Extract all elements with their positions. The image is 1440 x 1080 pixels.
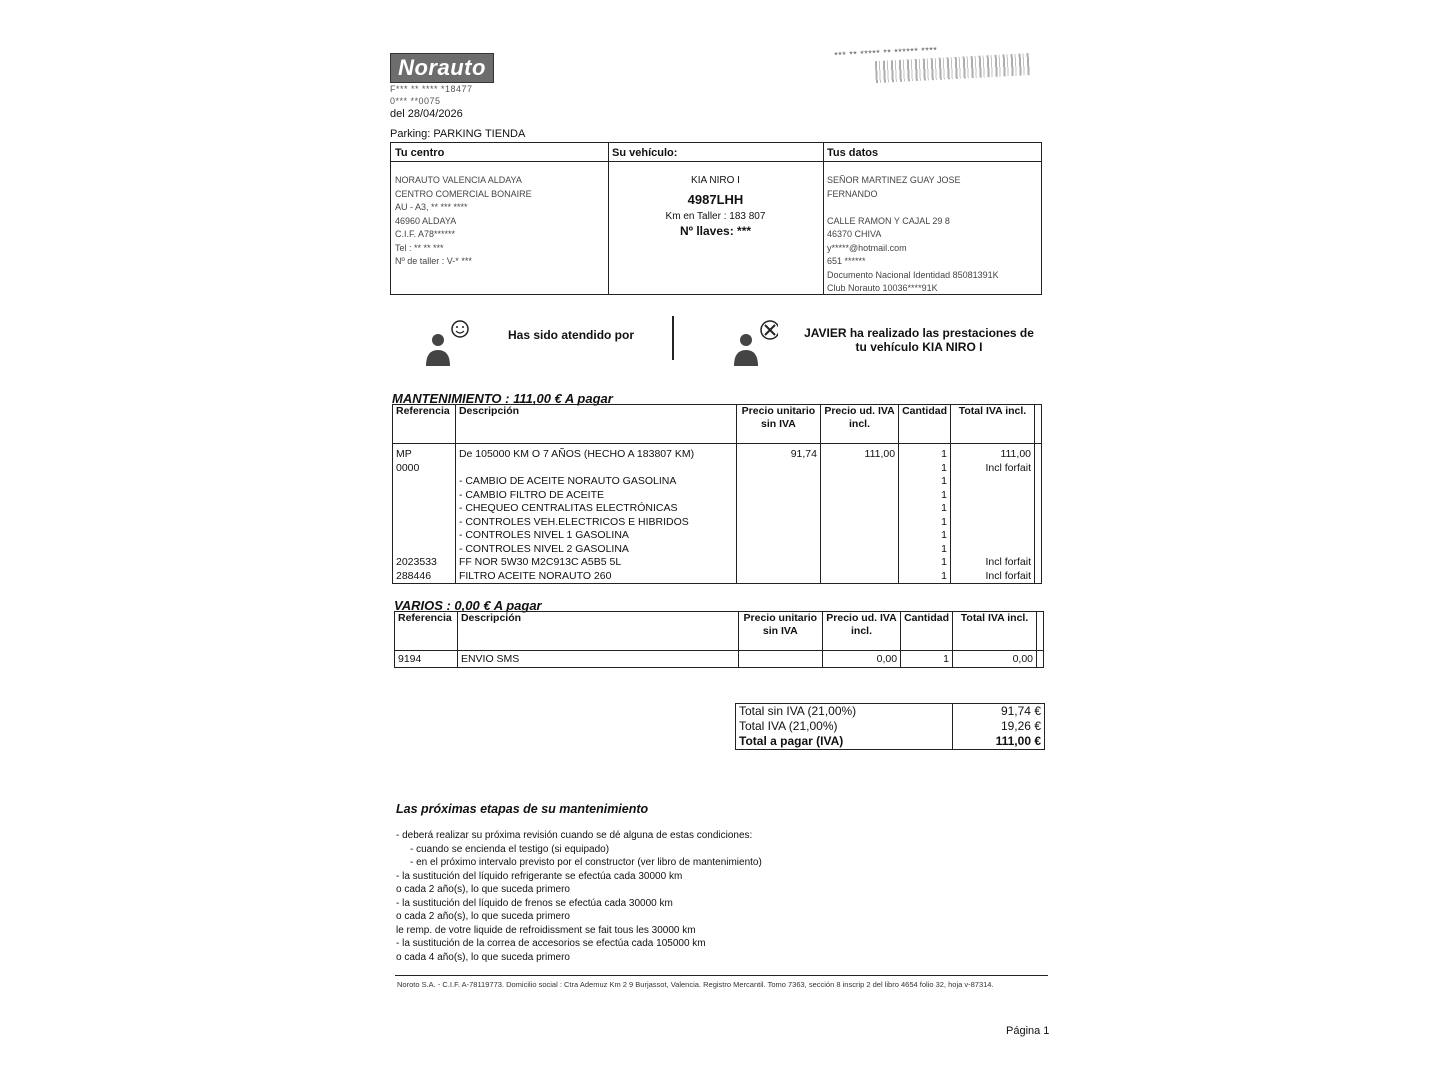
table-row	[395, 651, 1044, 668]
cell-pi: 0,00	[822, 651, 900, 668]
cell-total	[951, 529, 1035, 543]
barcode-stamp	[834, 39, 1036, 89]
cell-ref: 288446	[393, 570, 456, 584]
centro-line: AU - A3, ** *** ****	[395, 202, 468, 212]
column-header: Cantidad	[901, 612, 953, 651]
cell-total	[951, 543, 1035, 557]
cell-blank	[1035, 475, 1042, 489]
cell-pi	[820, 570, 898, 584]
datos-line: Documento Nacional Identidad 85081391K	[827, 269, 999, 280]
mechanic-statement	[790, 326, 1048, 354]
footer-divider	[395, 975, 1048, 976]
info-box	[390, 142, 1042, 295]
table-row	[393, 475, 1042, 489]
totals-table	[735, 703, 1045, 750]
total-row	[736, 719, 1045, 734]
column-header: Precio ud. IVA incl.	[822, 612, 900, 651]
column-header: Referencia	[395, 612, 458, 651]
table-row	[393, 489, 1042, 503]
total-value: 19,26 €	[953, 719, 1045, 734]
cell-pu	[736, 475, 820, 489]
cell-qty: 1	[899, 516, 951, 530]
mechanic-tools-icon	[728, 318, 778, 368]
next-steps-list	[396, 829, 762, 964]
cell-desc: - CONTROLES NIVEL 2 GASOLINA	[455, 543, 736, 557]
cell-ref	[393, 516, 456, 530]
advisor-smile-icon	[420, 318, 470, 368]
stamp-text: *** ** ***** ** ****** ****	[834, 44, 938, 61]
cell-pi	[820, 462, 898, 476]
centro-line: NORAUTO VALENCIA ALDAYA	[395, 175, 522, 185]
next-step-item: - cuando se encienda el testigo (si equipado)	[410, 843, 610, 855]
cell-qty: 1	[901, 651, 953, 668]
cell-qty: 1	[899, 543, 951, 557]
column-header: Total IVA incl.	[951, 405, 1035, 444]
next-step-item: o cada 2 año(s), lo que suceda primero	[396, 911, 570, 922]
cell-qty: 1	[899, 475, 951, 489]
datos-line	[823, 201, 1041, 215]
centro-column	[391, 143, 609, 294]
centro-line: Tel : ** ** ***	[395, 242, 444, 253]
next-step-item: - deberá realizar su próxima revisión cuando se dé alguna de estas condiciones:	[396, 830, 753, 841]
cell-pu	[736, 489, 820, 503]
cell-blank	[1037, 651, 1044, 668]
centro-line: CENTRO COMERCIAL BONAIRE	[395, 188, 532, 199]
document-date: del 28/04/2026	[390, 108, 463, 120]
datos-line: FERNANDO	[827, 188, 878, 199]
datos-line: Club Norauto 10036****91K	[827, 283, 938, 293]
column-header: Total IVA incl.	[953, 612, 1037, 651]
centro-line: 46960 ALDAYA	[395, 215, 457, 226]
cell-pi	[820, 516, 898, 530]
cell-qty: 1	[899, 489, 951, 503]
cell-pu	[736, 543, 820, 557]
cell-desc: - CAMBIO DE ACEITE NORAUTO GASOLINA	[455, 475, 736, 489]
attended-separator	[672, 316, 674, 360]
cell-desc: - CONTROLES VEH.ELECTRICOS E HIBRIDOS	[455, 516, 736, 530]
cell-total	[951, 502, 1035, 516]
cell-pu	[736, 502, 820, 516]
centro-line: C.I.F. A78******	[395, 229, 456, 239]
cell-pi	[820, 556, 898, 570]
table-row	[393, 570, 1042, 584]
column-header-blank	[1037, 612, 1044, 651]
mantenimiento-table	[392, 404, 1042, 584]
cell-desc: FF NOR 5W30 M2C913C A5B5 5L	[455, 556, 736, 570]
vehicle-model: KIA NIRO I	[691, 175, 740, 186]
table-row	[393, 529, 1042, 543]
next-step-item: o cada 4 año(s), lo que suceda primero	[396, 951, 570, 963]
table-row	[393, 556, 1042, 570]
cell-pu	[736, 570, 820, 584]
mechanic-statement-line1: JAVIER ha realizado las prestaciones de	[804, 326, 1034, 340]
datos-line: 651 ******	[827, 256, 866, 266]
cell-desc: FILTRO ACEITE NORAUTO 260	[455, 570, 736, 584]
next-step-item: - en el próximo intervalo previsto por el constructor (ver libro de mantenimiento)	[410, 857, 762, 868]
total-row	[736, 734, 1045, 750]
cell-pi: 111,00	[820, 444, 898, 462]
table-row	[393, 502, 1042, 516]
cell-qty: 1	[899, 502, 951, 516]
vehicle-km: Km en Taller : 183 807	[665, 211, 766, 222]
cell-ref	[393, 543, 456, 557]
cell-blank	[1035, 462, 1042, 476]
total-label: Total IVA (21,00%)	[739, 719, 838, 733]
document-number: F*** ** **** *18477	[390, 84, 473, 94]
cell-ref: 2023533	[393, 556, 456, 570]
cell-blank	[1035, 543, 1042, 557]
cell-ref	[393, 502, 456, 516]
cell-desc: - CHEQUEO CENTRALITAS ELECTRÓNICAS	[455, 502, 736, 516]
datos-line: CALLE RAMON Y CAJAL 29 8	[827, 215, 950, 226]
table-row	[393, 462, 1042, 476]
parking-info: Parking: PARKING TIENDA	[390, 128, 526, 140]
table-row	[393, 543, 1042, 557]
cell-total	[951, 475, 1035, 489]
cell-pi	[820, 502, 898, 516]
cell-qty: 1	[899, 556, 951, 570]
column-header: Precio unitario sin IVA	[738, 612, 822, 651]
datos-line: 46370 CHIVA	[827, 229, 882, 239]
cell-total	[951, 489, 1035, 503]
cell-desc: ENVIO SMS	[457, 651, 738, 668]
vehiculo-heading: Su vehículo:	[608, 143, 823, 162]
next-step-item: - la sustitución del líquido de frenos se efectúa cada 30000 km	[396, 897, 673, 909]
cell-blank	[1035, 529, 1042, 543]
cell-qty: 1	[899, 529, 951, 543]
cell-pu	[736, 516, 820, 530]
column-header-blank	[1035, 405, 1042, 444]
cell-total: 0,00	[953, 651, 1037, 668]
vehicle-keys: Nº llaves: ***	[679, 224, 752, 238]
cell-ref	[393, 529, 456, 543]
cell-desc: - CONTROLES NIVEL 1 GASOLINA	[455, 529, 736, 543]
cell-desc: - CAMBIO FILTRO DE ACEITE	[455, 489, 736, 503]
cell-total	[951, 516, 1035, 530]
attended-by-label: Has sido atendido por	[508, 328, 635, 342]
cell-qty: 1	[899, 462, 951, 476]
next-step-item: o cada 2 año(s), lo que suceda primero	[396, 884, 570, 895]
cell-pu	[736, 462, 820, 476]
cell-pu	[738, 651, 822, 668]
cell-ref	[393, 489, 456, 503]
cell-desc	[455, 462, 736, 476]
legal-footer: Noroto S.A. - C.I.F. A-78119773. Domicilio social : Ctra Ademuz Km 2 9 Burjassot, Valencia. Registro Mercantil. Tomo 7363, sección 8 inscrip 2 del libro 4654 folio 32, hoja v-87314.	[397, 980, 994, 989]
vehicle-plate: 4987LHH	[687, 192, 744, 207]
cell-blank	[1035, 444, 1042, 462]
total-label: Total a pagar (IVA)	[739, 734, 844, 748]
mantenimiento-title: MANTENIMIENTO : 111,00 € A pagar	[392, 391, 613, 406]
document-code: 0*** **0075	[390, 96, 441, 106]
next-step-item: - la sustitución de la correa de accesorios se efectúa cada 105000 km	[396, 938, 706, 949]
column-header: Cantidad	[899, 405, 951, 444]
datos-line: SEÑOR MARTINEZ GUAY JOSE	[827, 175, 961, 185]
next-step-item: le remp. de votre liquide de refroidissment se fait tous les 30000 km	[396, 924, 696, 936]
cell-total: 111,00	[951, 444, 1035, 462]
column-header: Referencia	[393, 405, 456, 444]
next-step-item: - la sustitución del líquido refrigerante se efectúa cada 30000 km	[396, 870, 683, 882]
column-header: Precio ud. IVA incl.	[820, 405, 898, 444]
cell-blank	[1035, 516, 1042, 530]
cell-pu	[736, 529, 820, 543]
varios-title: VARIOS : 0,00 € A pagar	[394, 598, 542, 613]
cell-total: Incl forfait	[951, 462, 1035, 476]
datos-column	[823, 143, 1041, 294]
cell-pi	[820, 529, 898, 543]
table-row	[393, 444, 1042, 462]
centro-heading: Tu centro	[391, 143, 608, 162]
varios-table	[394, 611, 1044, 668]
total-value: 91,74 €	[953, 704, 1045, 720]
cell-qty: 1	[899, 570, 951, 584]
cell-ref: 0000	[393, 462, 456, 476]
cell-pi	[820, 543, 898, 557]
cell-total: Incl forfait	[951, 556, 1035, 570]
column-header: Descripción	[455, 405, 736, 444]
datos-heading: Tus datos	[823, 143, 1041, 162]
mechanic-statement-line2: tu vehículo KIA NIRO I	[855, 340, 983, 354]
cell-blank	[1035, 556, 1042, 570]
cell-blank	[1035, 502, 1042, 516]
cell-blank	[1035, 489, 1042, 503]
datos-lines	[823, 162, 1041, 296]
cell-desc: De 105000 KM O 7 AÑOS (HECHO A 183807 KM)	[455, 444, 736, 462]
cell-pu: 91,74	[736, 444, 820, 462]
total-label: Total sin IVA (21,00%)	[739, 704, 857, 718]
column-header: Precio unitario sin IVA	[736, 405, 820, 444]
datos-line: y*****@hotmail.com	[827, 242, 907, 253]
next-steps-title: Las próximas etapas de su mantenimiento	[396, 802, 649, 816]
total-value: 111,00 €	[953, 734, 1045, 750]
centro-lines	[391, 162, 608, 269]
cell-pu	[736, 556, 820, 570]
cell-qty: 1	[899, 444, 951, 462]
table-row	[393, 516, 1042, 530]
cell-pi	[820, 475, 898, 489]
total-row	[736, 704, 1045, 720]
vehiculo-column	[608, 143, 824, 294]
page-number: Página 1	[1006, 1025, 1050, 1037]
barcode-graphic	[875, 53, 1031, 83]
cell-pi	[820, 489, 898, 503]
norauto-logo: Norauto	[390, 53, 494, 83]
cell-total: Incl forfait	[951, 570, 1035, 584]
cell-ref	[393, 475, 456, 489]
column-header: Descripción	[457, 612, 738, 651]
centro-line: Nº de taller : V-* ***	[395, 256, 472, 266]
cell-ref: MP	[393, 444, 456, 462]
cell-ref: 9194	[395, 651, 458, 668]
cell-blank	[1035, 570, 1042, 584]
